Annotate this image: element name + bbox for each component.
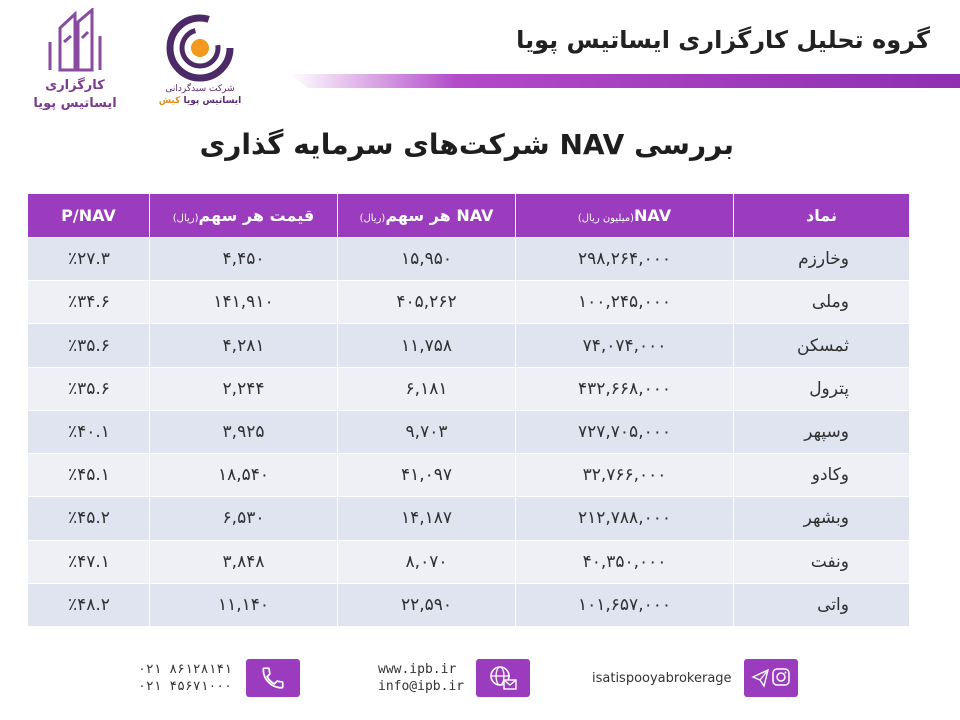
cell-nav: ۳۲,۷۶۶,۰۰۰	[516, 454, 734, 497]
cell-price: ۱۴۱,۹۱۰	[150, 281, 338, 324]
header-price-unit: (ریال)	[172, 213, 199, 224]
cell-nav: ۱۰۰,۲۴۵,۰۰۰	[516, 281, 734, 324]
footer-social-handle[interactable]: isatispooyabrokerage	[592, 670, 732, 686]
footer-phone2: ۰۲۱ ۴۵۶۷۱۰۰۰	[138, 679, 232, 694]
cell-symbol: ثمسکن	[734, 324, 910, 367]
cell-nav: ۷۲۷,۷۰۵,۰۰۰	[516, 410, 734, 453]
header-accent-band	[290, 74, 960, 88]
cell-price: ۱۱,۱۴۰	[150, 583, 338, 626]
cell-nav: ۲۹۸,۲۶۴,۰۰۰	[516, 238, 734, 281]
cell-nav-per-share: ۶,۱۸۱	[338, 367, 516, 410]
header-price	[150, 194, 338, 238]
header-nav-per-share-label: NAV هر سهم	[385, 206, 494, 225]
table-row	[28, 367, 910, 410]
cell-symbol: وکادو	[734, 454, 910, 497]
cell-symbol: وبشهر	[734, 497, 910, 540]
cell-price: ۳,۸۴۸	[150, 540, 338, 583]
cell-nav: ۴۳۲,۶۶۸,۰۰۰	[516, 367, 734, 410]
cell-price: ۱۸,۵۴۰	[150, 454, 338, 497]
cell-pnav: ٪۳۵.۶	[28, 367, 150, 410]
table-row	[28, 238, 910, 281]
cell-pnav: ٪۴۵.۱	[28, 454, 150, 497]
footer-email[interactable]: info@ipb.ir	[378, 679, 465, 694]
cell-symbol: پترول	[734, 367, 910, 410]
fund-logo	[150, 12, 250, 112]
cell-symbol: وخارزم	[734, 238, 910, 281]
circle-logo-icon	[150, 12, 250, 84]
cell-symbol: ونفت	[734, 540, 910, 583]
cell-symbol: وملی	[734, 281, 910, 324]
cell-pnav: ٪۴۷.۱	[28, 540, 150, 583]
cell-price: ۲,۲۴۴	[150, 367, 338, 410]
cell-symbol: وسپهر	[734, 410, 910, 453]
fund-logo-line2b: کیش	[158, 96, 181, 106]
cell-nav-per-share: ۴۰۵,۲۶۲	[338, 281, 516, 324]
table-row	[28, 454, 910, 497]
cell-nav-per-share: ۱۴,۱۸۷	[338, 497, 516, 540]
cell-nav-per-share: ۱۱,۷۵۸	[338, 324, 516, 367]
cell-symbol: واتی	[734, 583, 910, 626]
cell-nav: ۱۰۱,۶۵۷,۰۰۰	[516, 583, 734, 626]
globe-mail-icon[interactable]	[476, 659, 530, 697]
cell-pnav: ٪۲۷.۳	[28, 238, 150, 281]
nav-table	[27, 193, 910, 627]
header-nav-per-share	[338, 194, 516, 238]
header-nav	[516, 194, 734, 238]
cell-price: ۴,۲۸۱	[150, 324, 338, 367]
table-row	[28, 583, 910, 626]
fund-logo-line1: شرکت سبدگردانی	[165, 84, 235, 94]
header-pnav: P/NAV	[28, 194, 150, 238]
cell-pnav: ٪۳۴.۶	[28, 281, 150, 324]
fund-logo-line2a: ایساتیس پویا	[183, 96, 242, 106]
footer-phone1: ۰۲۱ ۸۶۱۲۸۱۴۱	[138, 662, 232, 677]
cell-nav-per-share: ۱۵,۹۵۰	[338, 238, 516, 281]
cell-price: ۶,۵۳۰	[150, 497, 338, 540]
page-title: بررسی NAV شرکت‌های سرمایه گذاری	[199, 128, 734, 161]
phone-icon[interactable]	[246, 659, 300, 697]
cell-nav: ۴۰,۳۵۰,۰۰۰	[516, 540, 734, 583]
header-symbol: نماد	[734, 194, 910, 238]
cell-price: ۳,۹۲۵	[150, 410, 338, 453]
table-row	[28, 281, 910, 324]
cell-nav-per-share: ۸,۰۷۰	[338, 540, 516, 583]
cell-pnav: ٪۴۸.۲	[28, 583, 150, 626]
cell-nav-per-share: ۴۱,۰۹۷	[338, 454, 516, 497]
cell-nav-per-share: ۹,۷۰۳	[338, 410, 516, 453]
cell-nav-per-share: ۲۲,۵۹۰	[338, 583, 516, 626]
brokerage-logo-line1: کارگزاری	[45, 78, 105, 93]
footer-web-url[interactable]: www.ipb.ir	[378, 662, 457, 677]
telegram-instagram-icon[interactable]	[744, 659, 798, 697]
cell-nav: ۲۱۲,۷۸۸,۰۰۰	[516, 497, 734, 540]
cell-pnav: ٪۴۰.۱	[28, 410, 150, 453]
header-nav-per-share-unit: (ریال)	[359, 213, 386, 224]
header-nav-unit: (میلیون ریال)	[577, 213, 635, 224]
footer-web	[378, 658, 530, 698]
brokerage-logo	[20, 8, 130, 118]
cell-price: ۴,۴۵۰	[150, 238, 338, 281]
cell-nav: ۷۴,۰۷۴,۰۰۰	[516, 324, 734, 367]
header-title: گروه تحلیل کارگزاری ایساتیس پویا	[516, 26, 930, 54]
footer-phones	[138, 658, 300, 698]
table-header-row	[28, 194, 910, 238]
cell-pnav: ٪۳۵.۶	[28, 324, 150, 367]
buildings-logo-icon	[20, 8, 130, 78]
table-row	[28, 497, 910, 540]
cell-pnav: ٪۴۵.۲	[28, 497, 150, 540]
footer-social	[592, 658, 798, 698]
header-price-label: قیمت هر سهم	[198, 206, 315, 225]
brokerage-logo-line2: ایساتیس پویا	[33, 96, 117, 111]
table-row	[28, 324, 910, 367]
table-row	[28, 540, 910, 583]
header-nav-label: NAV	[634, 206, 672, 225]
table-row	[28, 410, 910, 453]
